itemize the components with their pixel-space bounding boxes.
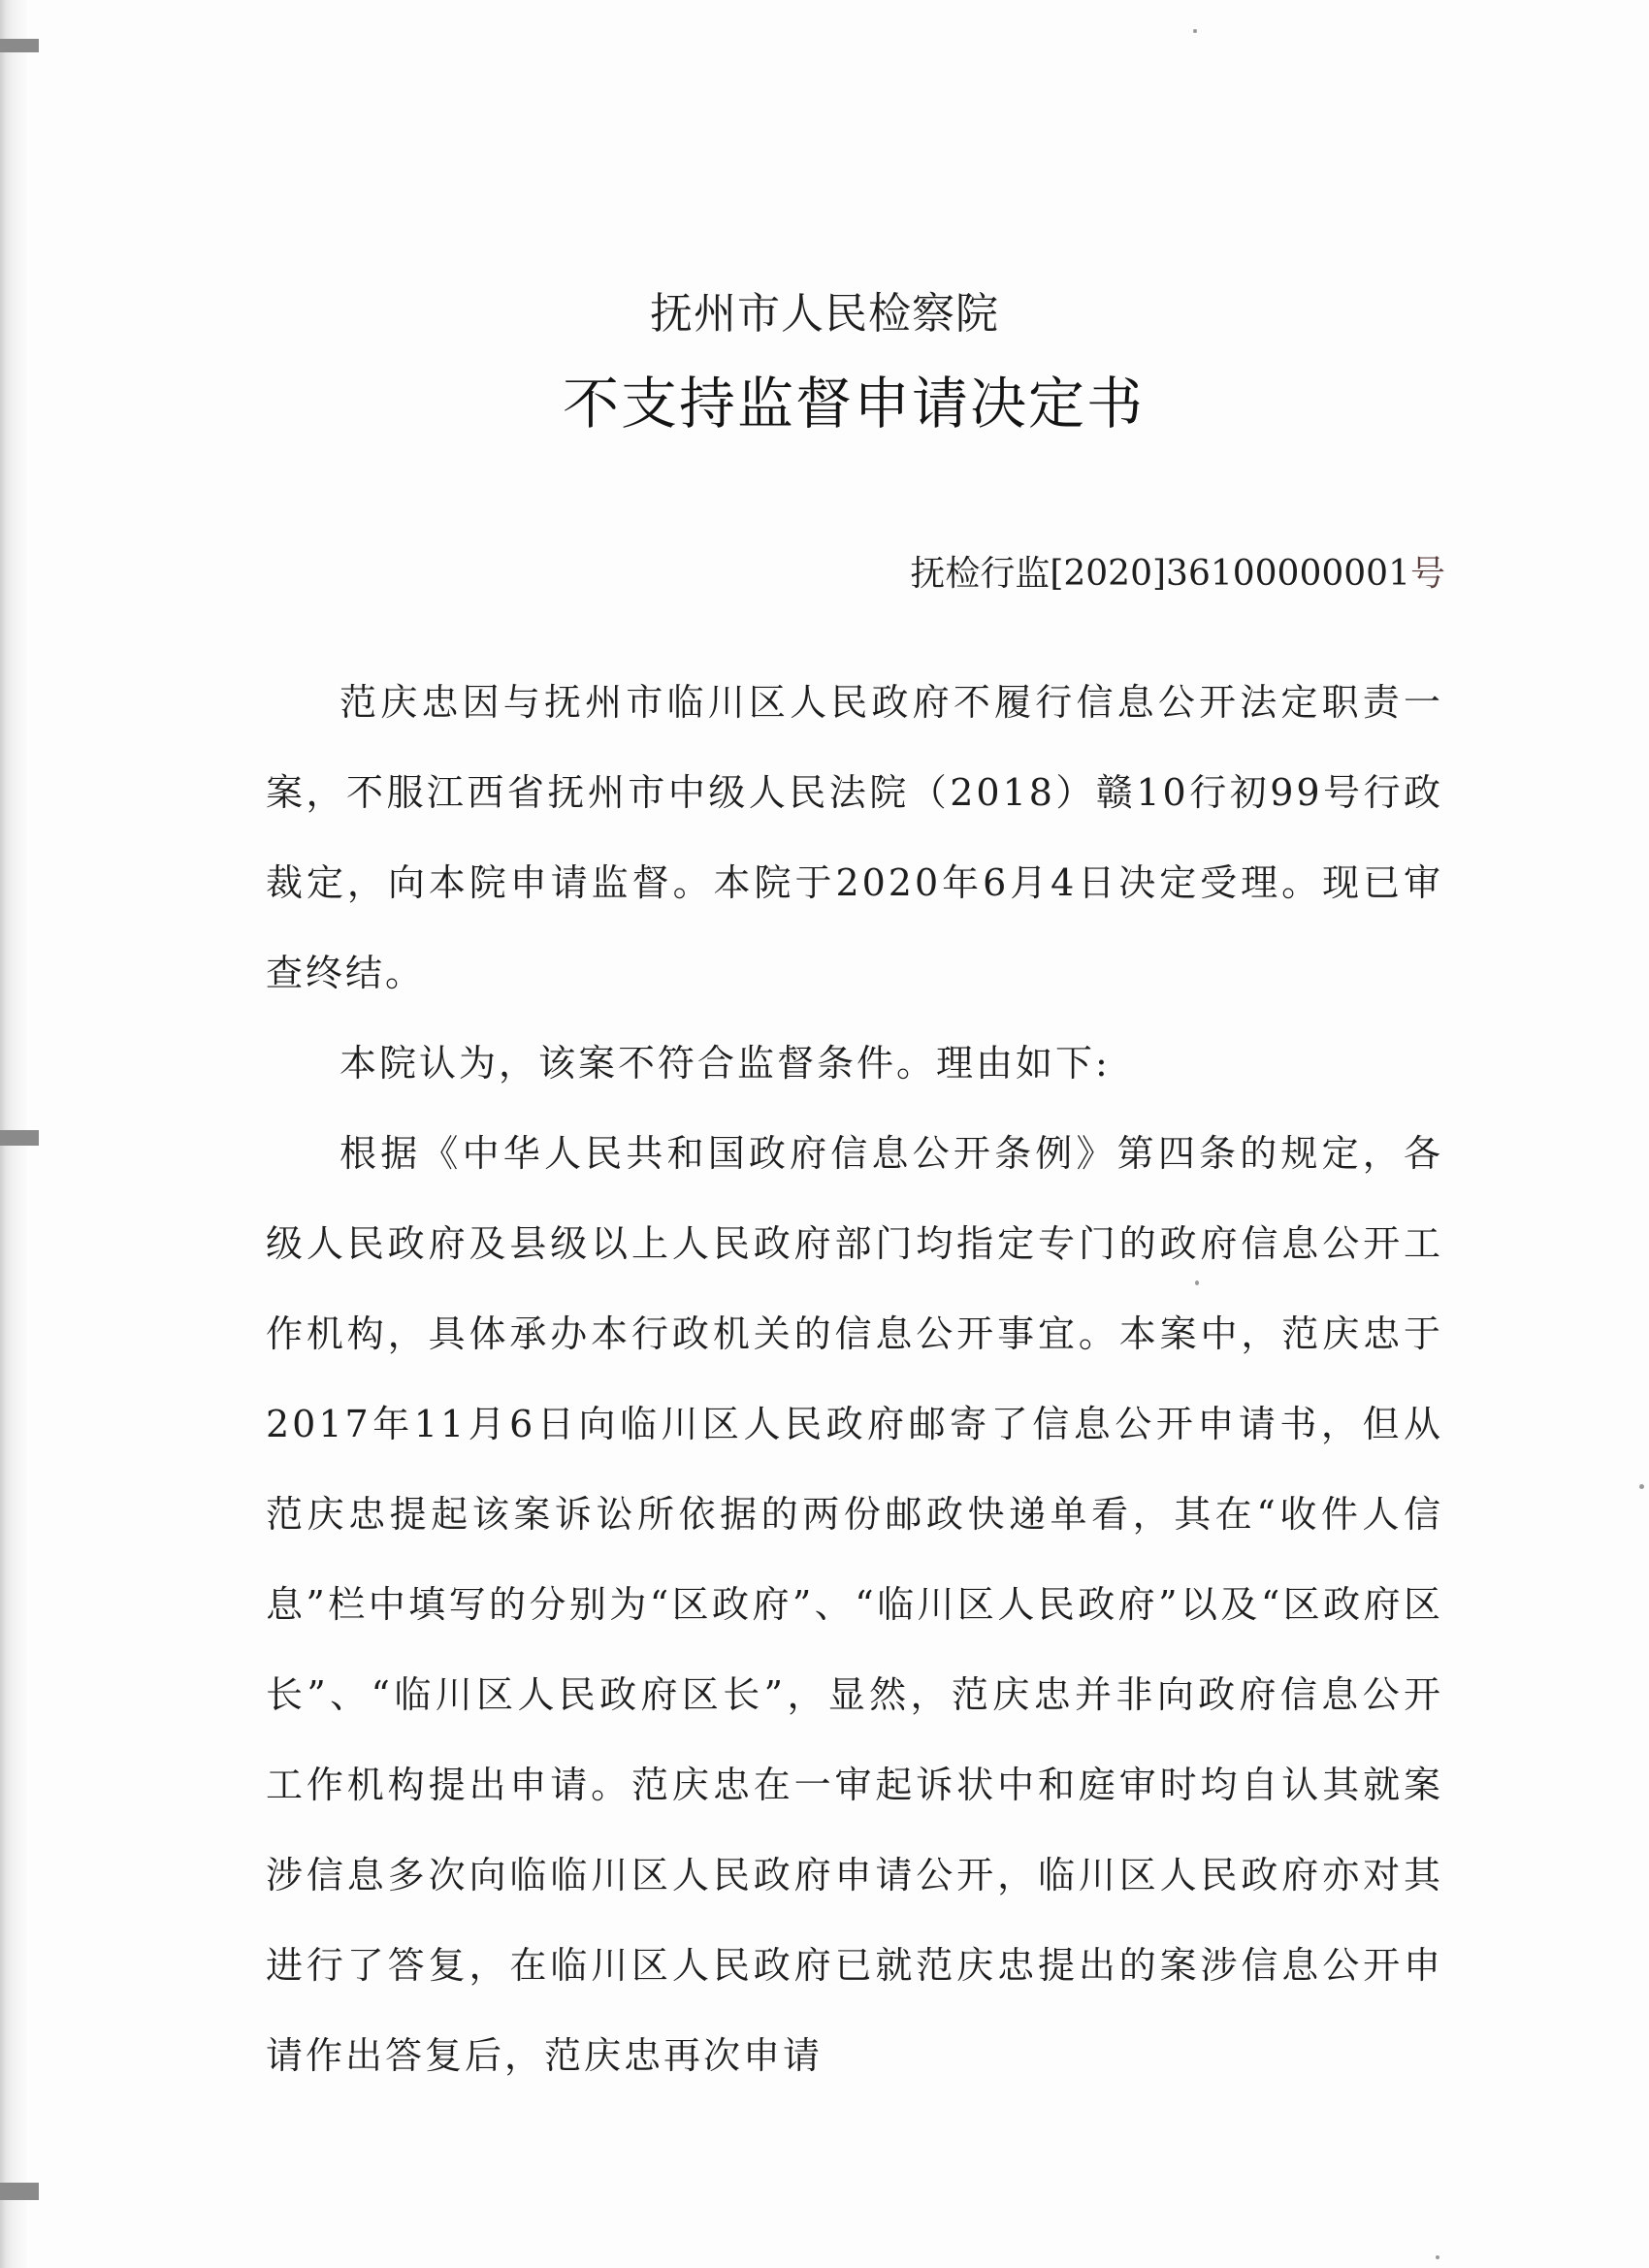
- document-number-suffix: 号: [1409, 554, 1445, 594]
- scan-edge-mark: [0, 39, 39, 52]
- organization-title: 抚州市人民检察院: [650, 289, 999, 339]
- document-number: [910, 545, 1445, 603]
- body-paragraph: 根据《中华人民共和国政府信息公开条例》第四条的规定，各级人民政府及县级以上人民政府部门均指定专门的政府信息公开工作机构，具体承办本行政机关的信息公开事宜。本案中，范庆忠于2017年11月6日向临川区人民政府邮寄了信息公开申请书，但从范庆忠提起该案诉讼所依据的两份邮政快递单看，其在“收件人信息”栏中填写的分别为“区政府”、“临川区人民政府”以及“区政府区长”、“临川区人民政府区长”，显然，范庆忠并非向政府信息公开工作机构提出申请。范庆忠在一审起诉状中和庭审时均自认其就案涉信息多次向临临川区人民政府申请公开，临川区人民政府亦对其进行了答复，在临川区人民政府已就范庆忠提出的案涉信息公开申请作出答复后，范庆忠再次申请: [266, 1132, 1443, 2077]
- scan-edge-mark: [0, 1130, 39, 1146]
- scan-edge-mark: [0, 2183, 39, 2200]
- scan-speck: [1639, 1484, 1644, 1489]
- scan-speck: [1193, 29, 1197, 33]
- body-paragraph: 本院认为，该案不符合监督条件。理由如下:: [340, 1042, 1111, 1085]
- document-title: 不支持监督申请决定书: [562, 371, 1145, 437]
- body-paragraph: 范庆忠因与抚州市临川区人民政府不履行信息公开法定职责一案，不服江西省抚州市中级人民法院（2018）赣10行初99号行政裁定，向本院申请监督。本院于2020年6月4日决定受理。现已审查终结。: [266, 681, 1443, 994]
- document-body: [266, 658, 1443, 2101]
- document-number-code: 抚检行监[2020]36100000001: [910, 554, 1410, 594]
- scan-speck: [1436, 2255, 1439, 2259]
